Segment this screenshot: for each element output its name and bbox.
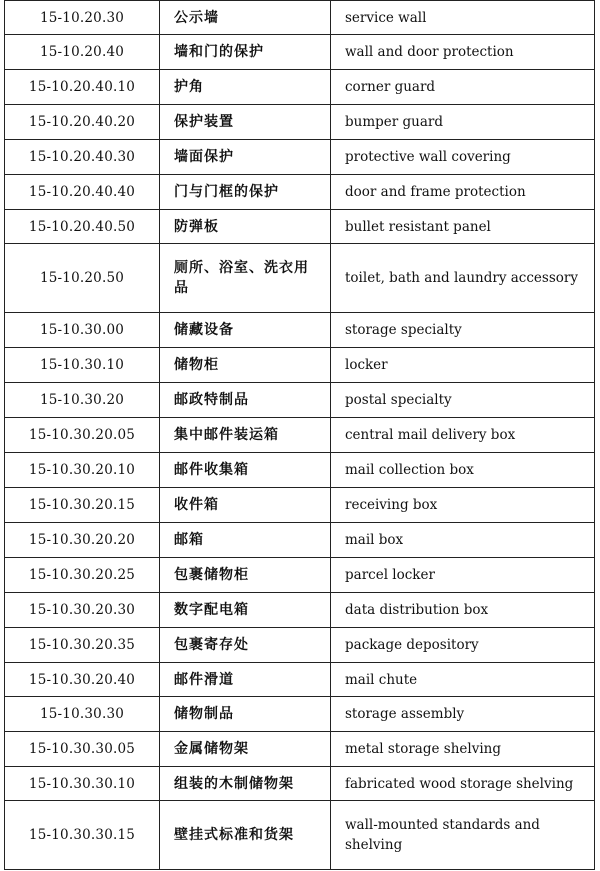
code-cell: 15-10.20.40.30	[5, 140, 160, 175]
code-cell: 15-10.30.10	[5, 348, 160, 383]
chinese-term-cell: 公示墙	[160, 1, 331, 35]
table-row	[5, 732, 595, 767]
english-term-cell: storage assembly	[331, 697, 595, 732]
table-row	[5, 348, 595, 383]
chinese-term-cell: 护角	[160, 70, 331, 105]
classification-table	[4, 0, 595, 870]
code-cell: 15-10.30.20.40	[5, 663, 160, 697]
code-cell: 15-10.30.20.35	[5, 628, 160, 663]
code-cell: 15-10.20.40.20	[5, 105, 160, 140]
table-row	[5, 628, 595, 663]
english-term-cell: wall and door protection	[331, 35, 595, 70]
code-cell: 15-10.30.20.25	[5, 558, 160, 593]
english-term-cell: metal storage shelving	[331, 732, 595, 767]
code-cell: 15-10.30.20.15	[5, 488, 160, 523]
table-row	[5, 558, 595, 593]
code-cell: 15-10.20.50	[5, 244, 160, 313]
english-term-cell: corner guard	[331, 70, 595, 105]
code-cell: 15-10.20.40.40	[5, 175, 160, 210]
english-term-cell: bumper guard	[331, 105, 595, 140]
code-cell: 15-10.30.20.20	[5, 523, 160, 558]
chinese-term-cell: 储藏设备	[160, 313, 331, 348]
table-row	[5, 175, 595, 210]
code-cell: 15-10.30.20.30	[5, 593, 160, 628]
chinese-term-cell: 集中邮件装运箱	[160, 418, 331, 453]
english-term-cell: mail box	[331, 523, 595, 558]
table-row	[5, 105, 595, 140]
table-row	[5, 488, 595, 523]
table-row	[5, 418, 595, 453]
english-term-cell: receiving box	[331, 488, 595, 523]
chinese-term-cell: 墙面保护	[160, 140, 331, 175]
chinese-term-cell: 壁挂式标准和货架	[160, 801, 331, 870]
chinese-term-cell: 收件箱	[160, 488, 331, 523]
chinese-term-cell: 防弹板	[160, 210, 331, 244]
table-row	[5, 140, 595, 175]
code-cell: 15-10.30.30.05	[5, 732, 160, 767]
table-row	[5, 453, 595, 488]
chinese-term-cell: 邮件滑道	[160, 663, 331, 697]
chinese-term-cell: 储物制品	[160, 697, 331, 732]
code-cell: 15-10.20.40	[5, 35, 160, 70]
chinese-term-cell: 邮政特制品	[160, 383, 331, 418]
table-row	[5, 593, 595, 628]
english-term-cell: storage specialty	[331, 313, 595, 348]
english-term-cell: wall-mounted standards and shelving	[331, 801, 595, 870]
code-cell: 15-10.20.40.50	[5, 210, 160, 244]
code-cell: 15-10.30.20.05	[5, 418, 160, 453]
table-row	[5, 767, 595, 801]
english-term-cell: locker	[331, 348, 595, 383]
english-term-cell: postal specialty	[331, 383, 595, 418]
chinese-term-cell: 门与门框的保护	[160, 175, 331, 210]
chinese-term-cell: 邮箱	[160, 523, 331, 558]
code-cell: 15-10.30.30.10	[5, 767, 160, 801]
chinese-term-cell: 保护装置	[160, 105, 331, 140]
table-row	[5, 35, 595, 70]
table-row	[5, 70, 595, 105]
english-term-cell: protective wall covering	[331, 140, 595, 175]
chinese-term-cell: 数字配电箱	[160, 593, 331, 628]
code-cell: 15-10.30.20	[5, 383, 160, 418]
chinese-term-cell: 包裹寄存处	[160, 628, 331, 663]
code-cell: 15-10.30.20.10	[5, 453, 160, 488]
chinese-term-cell: 邮件收集箱	[160, 453, 331, 488]
english-term-cell: parcel locker	[331, 558, 595, 593]
table-row	[5, 383, 595, 418]
table-row	[5, 1, 595, 35]
english-term-cell: mail collection box	[331, 453, 595, 488]
chinese-term-cell: 组装的木制储物架	[160, 767, 331, 801]
chinese-term-cell: 墙和门的保护	[160, 35, 331, 70]
table-row	[5, 244, 595, 313]
english-term-cell: mail chute	[331, 663, 595, 697]
english-term-cell: service wall	[331, 1, 595, 35]
english-term-cell: door and frame protection	[331, 175, 595, 210]
table-body	[5, 1, 595, 870]
code-cell: 15-10.30.30	[5, 697, 160, 732]
table-row	[5, 801, 595, 870]
table-row	[5, 697, 595, 732]
code-cell: 15-10.30.30.15	[5, 801, 160, 870]
chinese-term-cell: 储物柜	[160, 348, 331, 383]
english-term-cell: data distribution box	[331, 593, 595, 628]
table-row	[5, 523, 595, 558]
english-term-cell: package depository	[331, 628, 595, 663]
chinese-term-cell: 厕所、浴室、洗衣用品	[160, 244, 331, 313]
code-cell: 15-10.30.00	[5, 313, 160, 348]
chinese-term-cell: 金属储物架	[160, 732, 331, 767]
english-term-cell: central mail delivery box	[331, 418, 595, 453]
english-term-cell: fabricated wood storage shelving	[331, 767, 595, 801]
table-row	[5, 313, 595, 348]
table-row	[5, 210, 595, 244]
english-term-cell: bullet resistant panel	[331, 210, 595, 244]
code-cell: 15-10.20.30	[5, 1, 160, 35]
table-row	[5, 663, 595, 697]
chinese-term-cell: 包裹储物柜	[160, 558, 331, 593]
code-cell: 15-10.20.40.10	[5, 70, 160, 105]
english-term-cell: toilet, bath and laundry accessory	[331, 244, 595, 313]
